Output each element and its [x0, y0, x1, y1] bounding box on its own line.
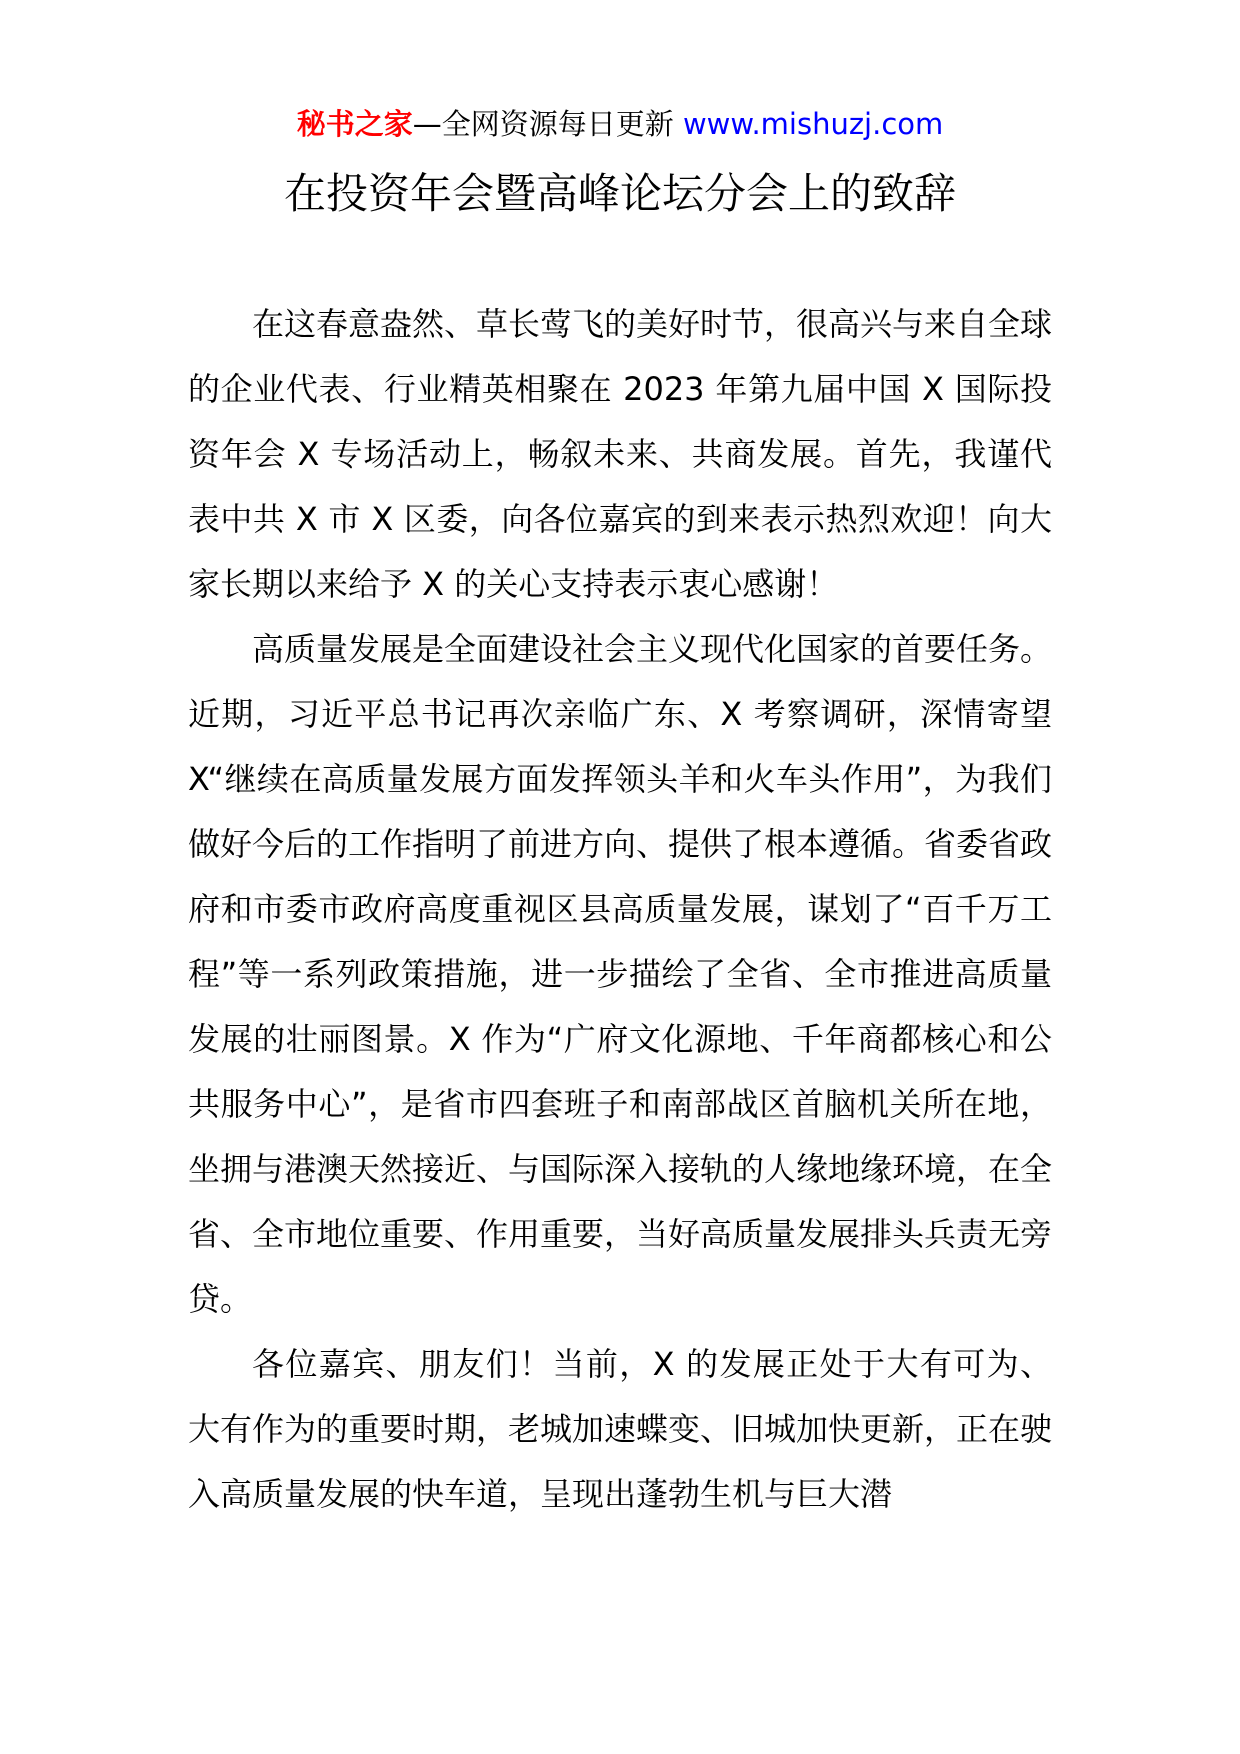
paragraph: 各位嘉宾、朋友们！当前，X 的发展正处于大有可为、大有作为的重要时期，老城加速蝶变、旧城加快更新，正在驶入高质量发展的快车道，呈现出蓬勃生机与巨大潜: [188, 1345, 1053, 1513]
site-url-link[interactable]: www.mishuzj.com: [682, 107, 944, 141]
paragraph: 高质量发展是全面建设社会主义现代化国家的首要任务。近期，习近平总书记再次亲临广东、X 考察调研，深情寄望 X“继续在高质量发展方面发挥领头羊和火车头作用”，为我们做好今后的工作指明了前进方向、提供了根本遵循。省委省政府和市委市政府高度重视区县高质量发展，谋划了“百千万工程”等一系列政策措施，进一步描绘了全省、全市推进高质量发展的壮丽图景。X 作为“广府文化源地、千年商都核心和公共服务中心”，是省市四套班子和南部战区首脑机关所在地，坐拥与港澳天然接近、与国际深入接轨的人缘地缘环境，在全省、全市地位重要、作用重要，当好高质量发展排头兵责无旁贷。: [188, 630, 1053, 1318]
document-title: 在投资年会暨高峰论坛分会上的致辞: [283, 169, 956, 218]
paragraph: 在这春意盎然、草长莺飞的美好时节，很高兴与来自全球的企业代表、行业精英相聚在 2023 年第九届中国 X 国际投资年会 X 专场活动上，畅叙未来、共商发展。首先，我谨代表中共 X 市 X 区委，向各位嘉宾的到来表示热烈欢迎！向大家长期以来给予 X 的关心支持表示衷心感谢！: [188, 305, 1053, 603]
site-tagline: —全网资源每日更新: [412, 107, 674, 141]
document-body: [188, 292, 1052, 1527]
site-brand: 秘书之家: [296, 107, 413, 141]
site-header: [0, 104, 1240, 144]
